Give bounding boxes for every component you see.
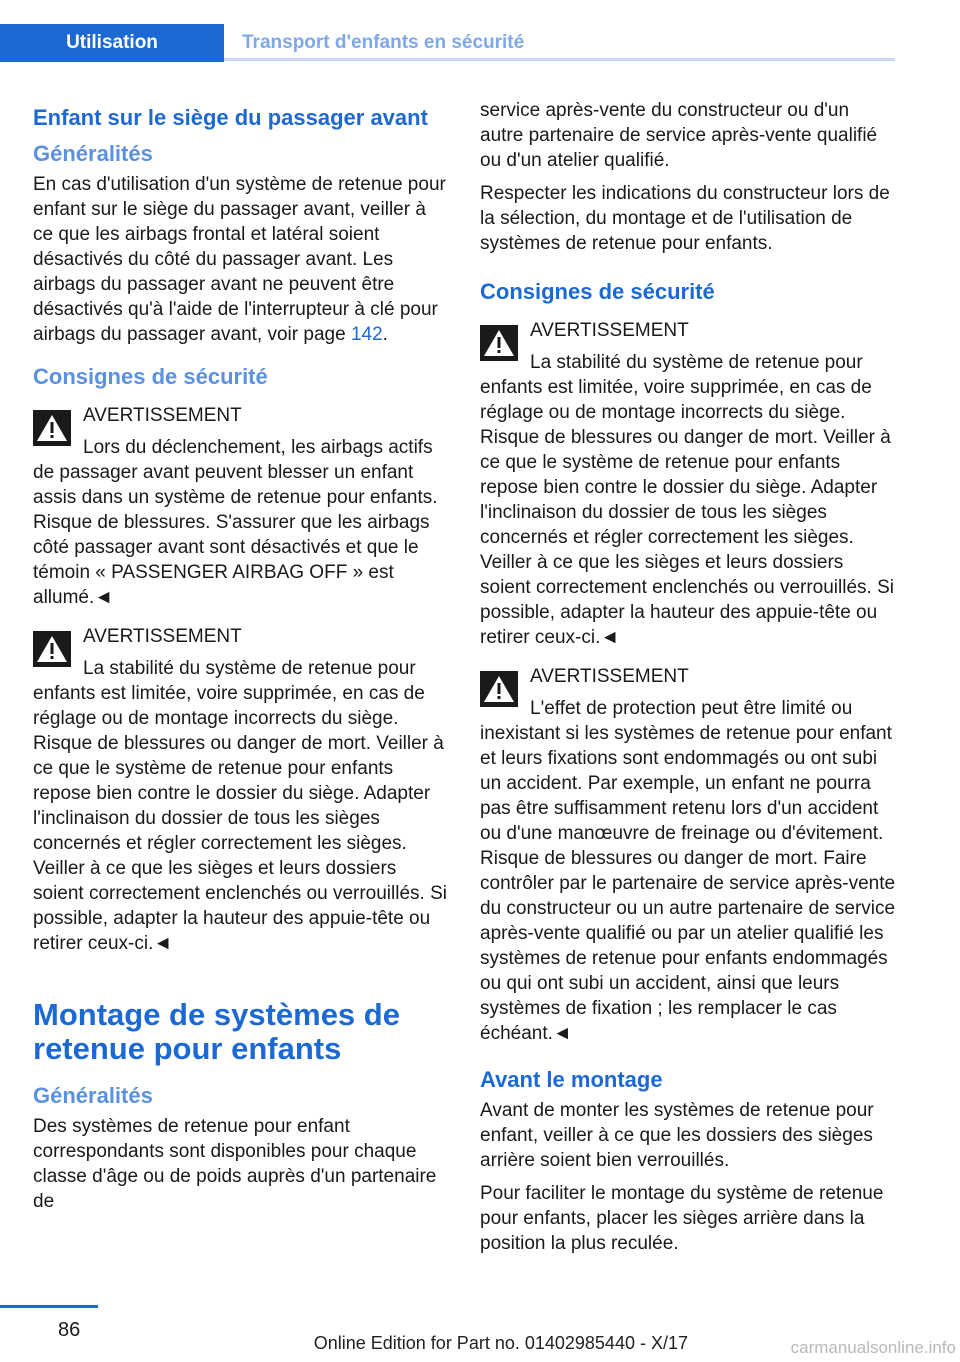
paragraph-avant-montage-1: Avant de monter les systèmes de retenue pour enfant, veiller à ce que les dossiers des sièges arrière soient bien verrouillés. [480, 1100, 874, 1171]
warning-triangle-icon [480, 671, 518, 707]
section-title-passager-avant: Enfant sur le siège du passager avant [33, 105, 428, 130]
warning-text: Lors du déclenchement, les airbags actifs de passager avant peuvent blesser un enfant assis dans un système de retenue pour enfants. Risque de blessures. S'assurer que les airbags côté passager avant sont désactivés et que le témoin « PASSENGER AIRBAG OFF » est allumé.◄ [33, 437, 438, 608]
warning-triangle-icon [480, 325, 518, 361]
heading-generalites-montage: Généralités [33, 1083, 153, 1108]
page-header [0, 24, 895, 62]
heading-consignes-securite-right: Consignes de sécurité [480, 279, 715, 304]
paragraph-continued: service après-vente du constructeur ou d'un autre partenaire de service après-vente qualifié ou d'un atelier qualifié. [480, 100, 878, 171]
warning-label: AVERTISSEMENT [530, 320, 689, 341]
warning-label: AVERTISSEMENT [83, 626, 242, 647]
paragraph-generalites: En cas d'utilisation d'un système de retenue pour enfant sur le siège du passager avant, veiller à ce que les airbags frontal et latéral soient désactivés du côté du passager avant. Les airbags du passager avant ne peuvent être désactivés qu'à l'aide de l'interrupteur à clé pour airbags du passager avant, voir page 142. [33, 174, 446, 345]
footer-rule [0, 1305, 98, 1308]
header-tab-transport-enfants[interactable]: Transport d'enfants en sécurité [242, 32, 525, 53]
chapter-title-montage: Montage de systèmes de retenue pour enfants [33, 997, 400, 1066]
warning-text: L'effet de protection peut être limité ou inexistant si les systèmes de retenue pour enfant et leurs fixations sont endommagés ou ont subi un accident. Par exemple, un enfant ne pourra pas être suffisamment retenu lors d'un accident ou d'une manœuvre de freinage ou d'évitement. Risque de blessures ou danger de mort. Faire contrôler par le partenaire de service après-vente du constructeur ou un autre partenaire de service après-vente qualifié ou par un atelier qualifié les systèmes de retenue pour enfants endommagés ou qui ont subi un accident, ainsi que leurs systèmes de fixation ; les remplacer le cas échéant.◄ [480, 698, 896, 1044]
watermark: carmanualsonline.info [790, 1338, 956, 1357]
left-column [33, 98, 449, 1222]
paragraph-respecter: Respecter les indications du constructeur lors de la sélection, du montage et de l'utilisation de systèmes de retenue pour enfants. [480, 183, 890, 254]
warning-block-stabilite [33, 624, 449, 956]
heading-consignes-securite: Consignes de sécurité [33, 364, 268, 389]
heading-generalites: Généralités [33, 141, 153, 166]
page-number: 86 [58, 1319, 81, 1341]
warning-label: AVERTISSEMENT [530, 666, 689, 687]
warning-text: La stabilité du système de retenue pour enfants est limitée, voire supprimée, en cas de réglage ou de montage incorrects du siège. Risque de blessures ou danger de mort. Veiller à ce que le système de retenue pour enfants repose bien contre le dossier du siège. Adapter l'inclinaison du dossier de tous les sièges concernés et régler correctement les sièges. Veiller à ce que les sièges et leurs dossiers soient correctement enclenchés ou verrouillés. Si possible, adapter la hauteur des appuie-tête ou retirer ceux-ci.◄ [33, 658, 447, 954]
paragraph-avant-montage-2: Pour faciliter le montage du système de retenue pour enfants, placer les sièges arrière dans la position la plus reculée. [480, 1183, 884, 1254]
warning-block-airbags [33, 403, 449, 610]
warning-label: AVERTISSEMENT [83, 405, 242, 426]
heading-avant-montage: Avant le montage [480, 1067, 663, 1092]
page-reference-link[interactable]: 142 [350, 324, 383, 345]
footer-edition: Online Edition for Part no. 01402985440 - X/17 [313, 1333, 688, 1353]
header-tab-utilisation[interactable]: Utilisation [0, 24, 224, 62]
paragraph-systemes-disponibles: Des systèmes de retenue pour enfant correspondants sont disponibles pour chaque classe d'âge ou de poids auprès d'un partenaire de [33, 1116, 437, 1212]
warning-block-protection [480, 664, 896, 1046]
warning-triangle-icon [33, 631, 71, 667]
right-column [480, 98, 896, 1264]
header-rule [224, 58, 895, 61]
warning-triangle-icon [33, 410, 71, 446]
warning-block-stabilite-right [480, 318, 896, 650]
warning-text: La stabilité du système de retenue pour enfants est limitée, voire supprimée, en cas de réglage ou de montage incorrects du siège. Risque de blessures ou danger de mort. Veiller à ce que le système de retenue pour enfants repose bien contre le dossier du siège. Adapter l'inclinaison du dossier de tous les sièges concernés et régler correctement les sièges. Veiller à ce que les sièges et leurs dossiers soient correctement enclenchés ou verrouillés. Si possible, adapter la hauteur des appuie-tête ou retirer ceux-ci.◄ [480, 352, 894, 648]
